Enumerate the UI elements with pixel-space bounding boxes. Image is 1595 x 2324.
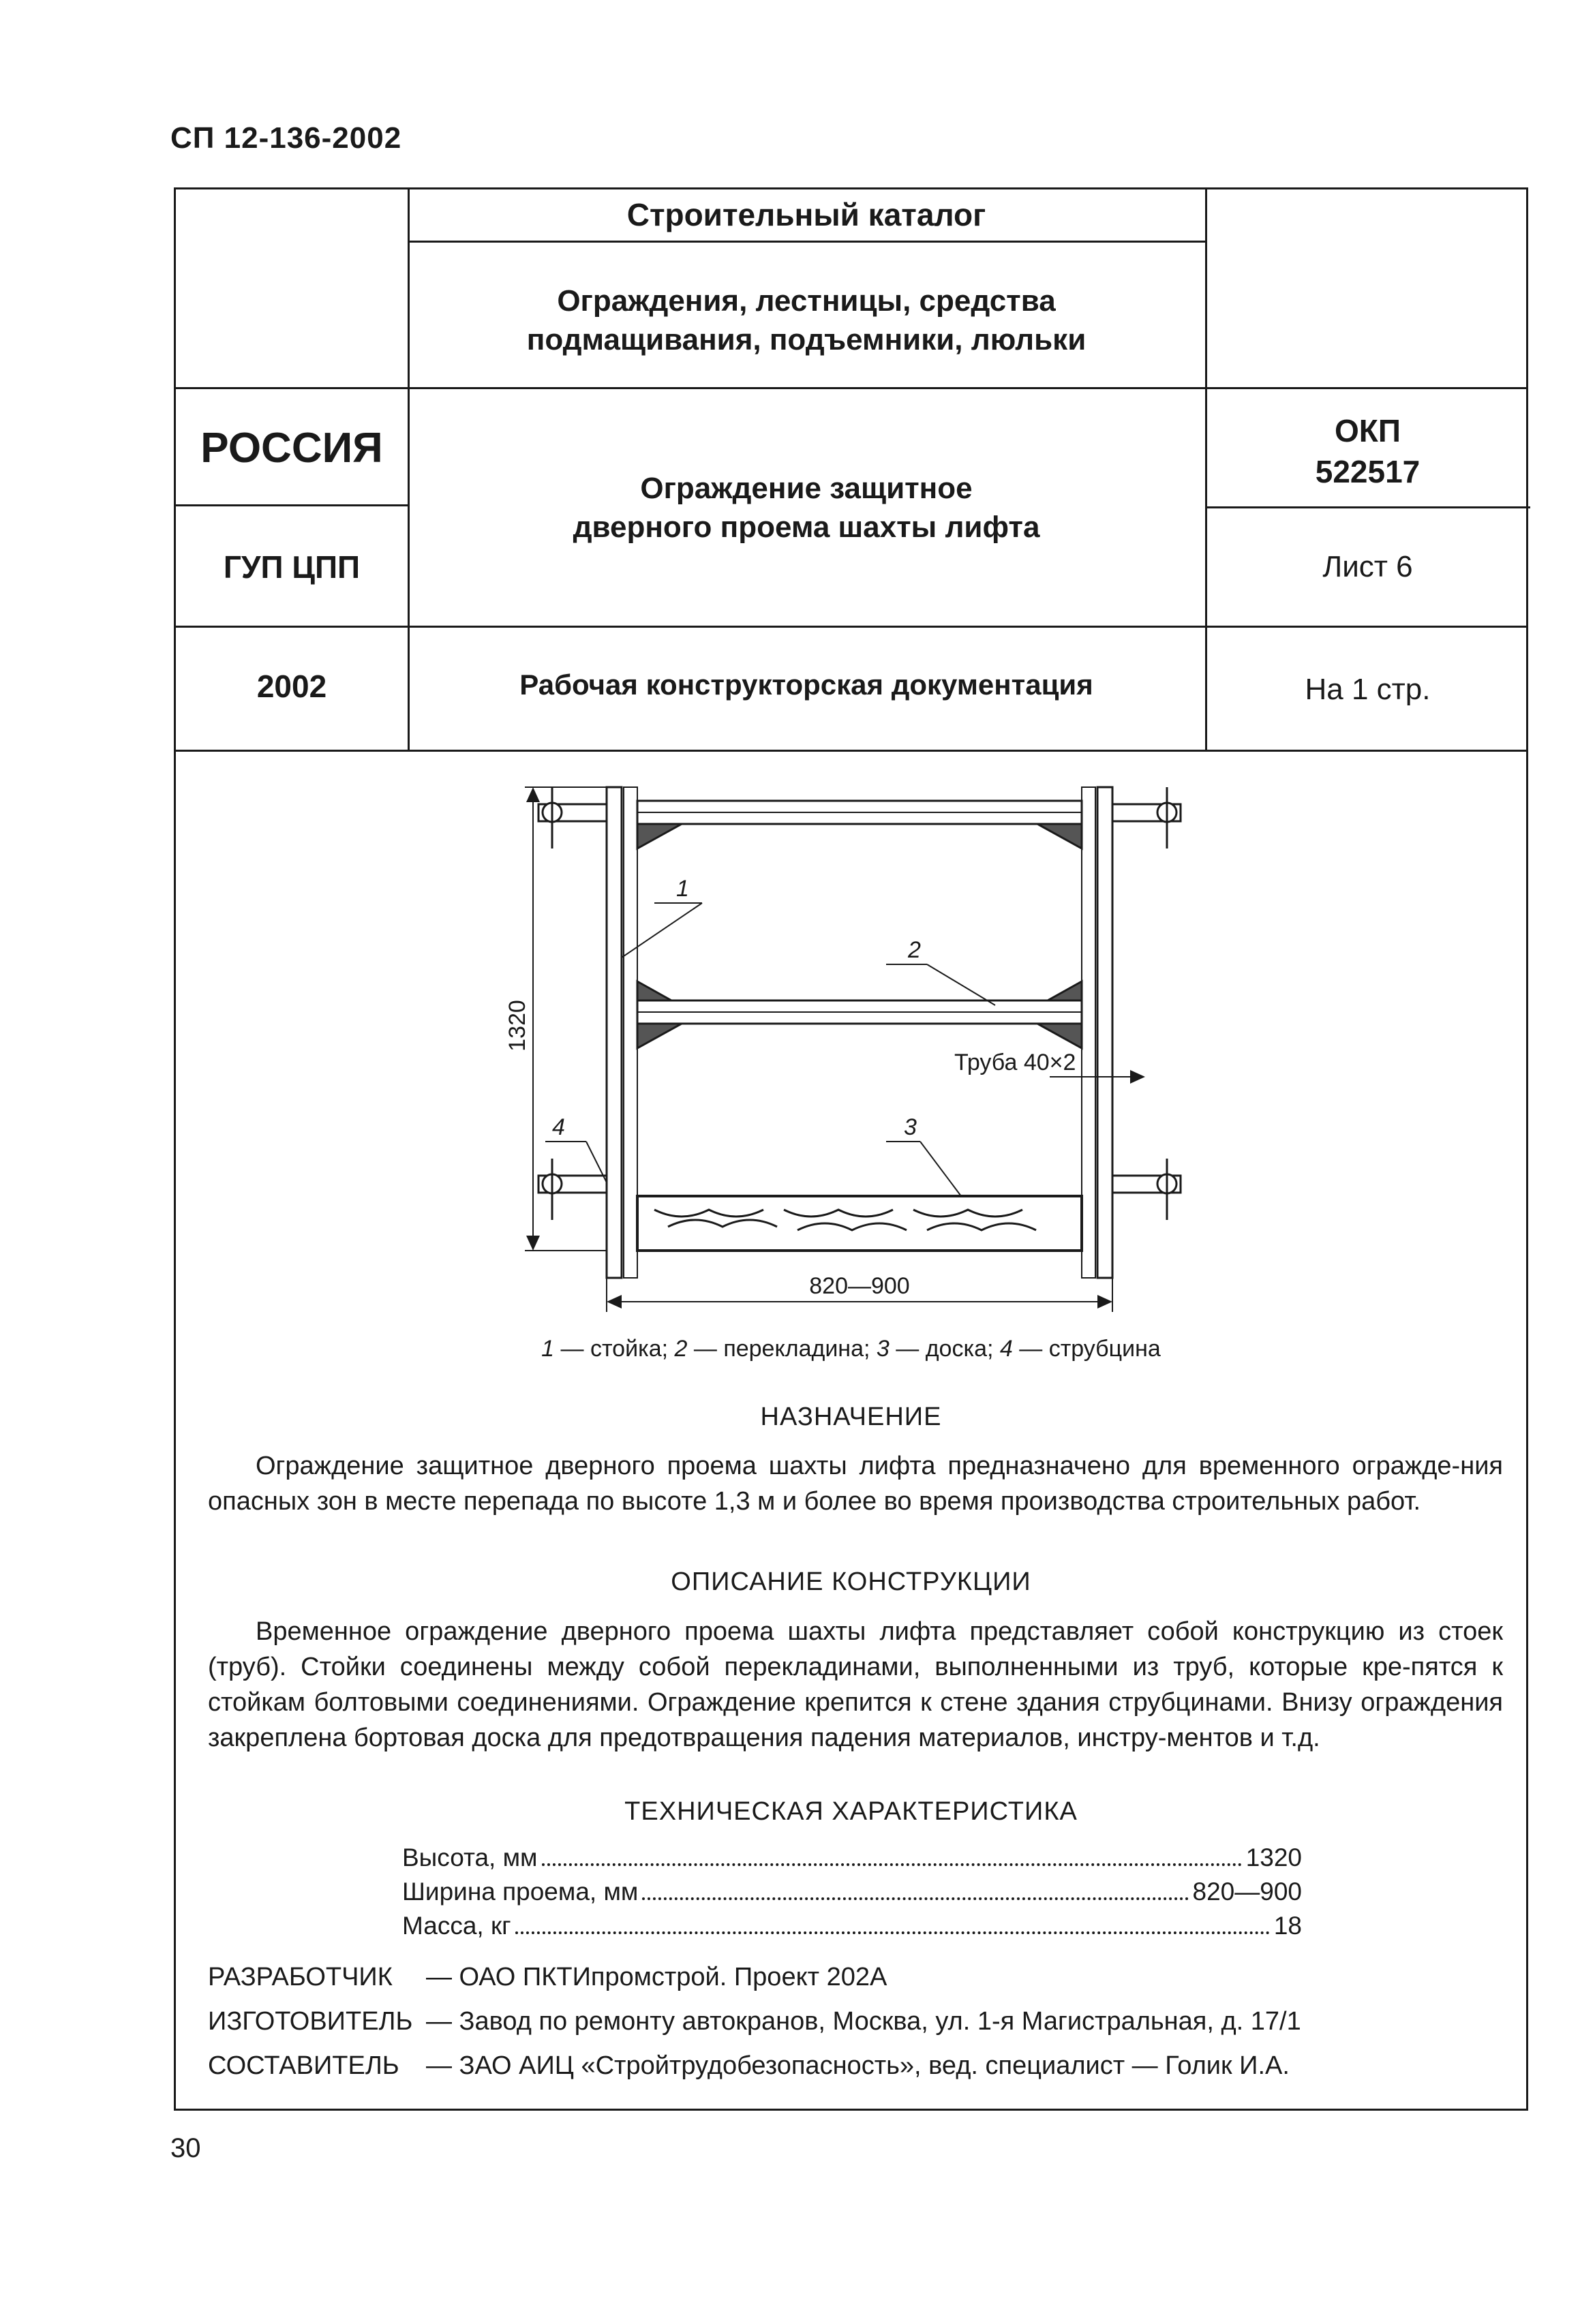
org-row-compiler xyxy=(208,2051,1290,2081)
product-title xyxy=(408,469,1205,547)
section-title-line-2: подмащивания, подъемники, люльки xyxy=(526,323,1087,357)
callout-4: 4 xyxy=(552,1114,565,1140)
year-label: 2002 xyxy=(256,669,327,704)
okp-label: ОКП xyxy=(1335,413,1401,448)
okp-divider xyxy=(1205,506,1530,508)
spec-row-width xyxy=(402,1878,1302,1906)
section-title-line-1: Ограждения, лестницы, средства xyxy=(557,284,1056,318)
description-title: ОПИСАНИЕ КОНСТРУКЦИИ xyxy=(671,1568,1031,1596)
spec-row-height xyxy=(402,1844,1302,1872)
specs-title: ТЕХНИЧЕСКАЯ ХАРАКТЕРИСТИКА xyxy=(624,1797,1078,1826)
spec-value: 820—900 xyxy=(1192,1878,1302,1906)
legend-text-4: — струбцина xyxy=(1012,1336,1161,1362)
doc-type-label: Рабочая конструкторская документация xyxy=(519,669,1093,701)
spec-label: Высота, мм xyxy=(402,1844,538,1871)
purpose-paragraph: Ограждение защитное дверного проема шахты лифта предназначено для временного огражде-ния опасных зон в месте перепада по высоте 1,3 м и более во время производства строительных работ. xyxy=(208,1452,1503,1516)
legend-text-2: — перекладина; xyxy=(687,1336,877,1362)
header-row-divider-2 xyxy=(176,626,1526,628)
pages-label: На 1 стр. xyxy=(1305,673,1431,706)
figure-legend xyxy=(174,1336,1528,1362)
org-text: — ЗАО АИЦ «Стройтрудобезопасность», вед. специалист — Голик И.А. xyxy=(426,2051,1290,2080)
org-text: — Завод по ремонту автокранов, Москва, ул. 1-я Магистральная, д. 17/1 xyxy=(426,2007,1301,2036)
product-title-line-2: дверного проема шахты лифта xyxy=(573,510,1040,545)
fence-drawing xyxy=(498,774,1241,1326)
dim-height-label: 1320 xyxy=(504,1000,530,1052)
okp-code: 522517 xyxy=(1315,453,1421,489)
country-label: РОССИЯ xyxy=(200,425,383,472)
pipe-label: Труба 40×2 xyxy=(954,1050,1076,1075)
catalog-title: Строительный каталог xyxy=(626,197,986,232)
org-row-manufacturer xyxy=(208,2007,1301,2036)
catalog-title-divider xyxy=(408,241,1205,243)
purpose-text xyxy=(208,1448,1503,1519)
dim-width-label: 820—900 xyxy=(809,1273,910,1299)
org-text: — ОАО ПКТИпромстрой. Проект 202А xyxy=(426,1963,887,1991)
spec-value: 18 xyxy=(1273,1912,1302,1940)
right-post-inner xyxy=(1082,787,1095,1278)
country-divider xyxy=(176,504,408,506)
org-role: СОСТАВИТЕЛЬ xyxy=(208,2051,399,2080)
org-row-developer xyxy=(208,1963,887,1992)
callout-1: 1 xyxy=(676,876,689,902)
legend-num-2: 2 xyxy=(674,1336,688,1362)
legend-num-4: 4 xyxy=(999,1336,1013,1362)
org-role: ИЗГОТОВИТЕЛЬ xyxy=(208,2007,413,2036)
spec-value: 1320 xyxy=(1245,1844,1302,1871)
organization-label: ГУП ЦПП xyxy=(223,549,361,585)
callout-2: 2 xyxy=(908,937,921,963)
okp-block xyxy=(1205,411,1530,493)
legend-text-3: — доска; xyxy=(889,1336,1000,1362)
sheet-label: Лист 6 xyxy=(1322,550,1413,583)
description-text xyxy=(208,1614,1503,1756)
header-row-divider-1 xyxy=(176,387,1526,389)
legend-text-1: — стойка; xyxy=(554,1336,675,1362)
document-code: СП 12-136-2002 xyxy=(170,121,402,155)
section-title xyxy=(408,281,1205,359)
left-post xyxy=(607,787,622,1278)
page-number: 30 xyxy=(170,2133,201,2163)
spec-label: Ширина проема, мм xyxy=(402,1878,639,1906)
callout-3: 3 xyxy=(904,1114,917,1140)
spec-row-mass xyxy=(402,1912,1302,1940)
org-role: РАЗРАБОТЧИК xyxy=(208,1963,393,1991)
right-post xyxy=(1097,787,1112,1278)
header-bottom-divider xyxy=(176,750,1526,752)
product-title-line-1: Ограждение защитное xyxy=(640,472,973,505)
purpose-title: НАЗНАЧЕНИЕ xyxy=(760,1403,942,1431)
legend-num-3: 3 xyxy=(876,1336,890,1362)
description-paragraph: Временное ограждение дверного проема шахты лифта представляет собой конструкцию из стоек (труб). Стойки соединены между собой перекладинами, выполненными из труб, которые кре-пятся к стойкам болтовыми соединениями. Ограждение крепится к стене здания струбцинами. Внизу ограждения закреплена бортовая доска для предотвращения падения материалов, инстру-ментов и т.д. xyxy=(208,1617,1503,1752)
left-post-inner xyxy=(624,787,637,1278)
legend-num-1: 1 xyxy=(541,1336,555,1362)
spec-label: Масса, кг xyxy=(402,1912,511,1940)
